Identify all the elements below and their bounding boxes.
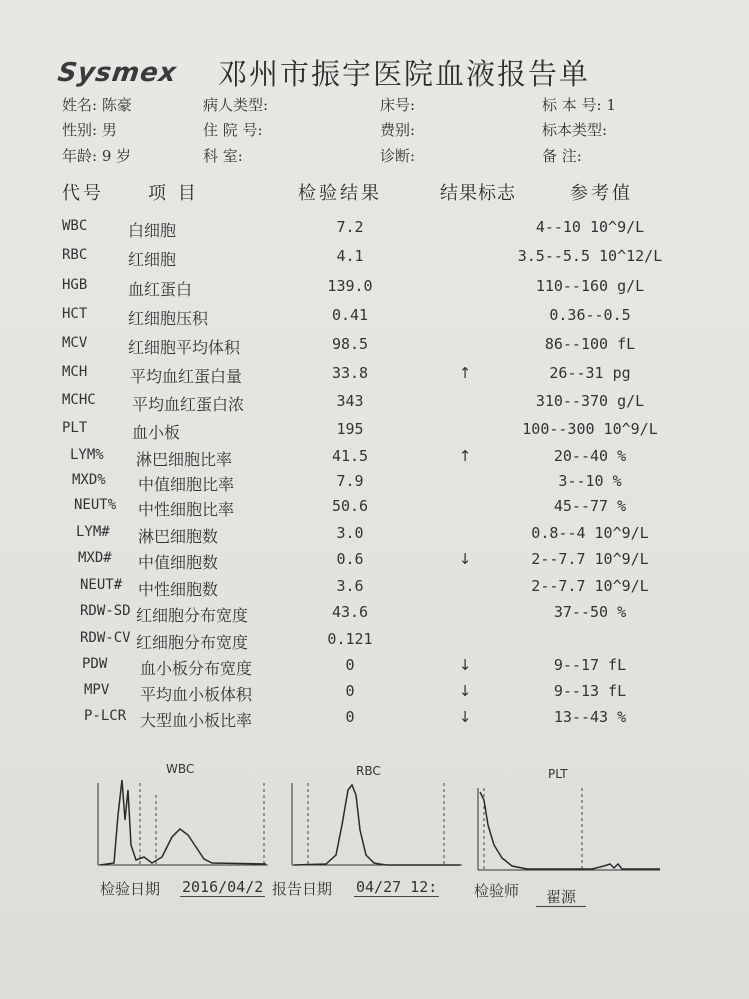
row-name: 白细胞 — [128, 221, 177, 240]
row-value: 0.6 — [336, 550, 364, 568]
row-name: 大型血小板比率 — [140, 711, 253, 730]
test-date-label: 检验日期 — [100, 880, 161, 898]
wbc-histogram — [92, 775, 272, 870]
patient-type-label: 病人类型: — [203, 96, 269, 114]
row-value: 0.121 — [327, 630, 373, 648]
row-code: MCH — [62, 364, 88, 380]
row-code: PLT — [62, 420, 88, 436]
column-flag: 结果标志 — [440, 183, 516, 204]
row-name: 中性细胞比率 — [138, 500, 235, 519]
table-row — [0, 420, 749, 446]
row-name: 血小板分布宽度 — [140, 659, 253, 678]
row-value: 0.41 — [331, 306, 369, 324]
sample-number: 标 本 号: 1 — [542, 96, 616, 114]
rbc-histogram — [286, 775, 466, 870]
row-name: 血小板 — [132, 423, 181, 442]
row-flag: ↓ — [458, 708, 472, 726]
column-item: 项 目 — [148, 183, 199, 204]
row-code: RBC — [62, 247, 88, 263]
column-reference: 参考值 — [570, 183, 633, 204]
plt-histogram — [472, 780, 664, 875]
column-result: 检验结果 — [298, 183, 382, 204]
row-value: 7.9 — [336, 472, 364, 490]
row-name: 中性细胞数 — [138, 580, 219, 599]
row-reference: 9--17 fL — [553, 656, 627, 674]
row-value: 4.1 — [336, 247, 364, 265]
report-title: 邓州市振宇医院血液报告单 — [218, 57, 591, 91]
row-name: 中值细胞比率 — [138, 475, 235, 494]
row-code: NEUT% — [74, 497, 117, 513]
table-row — [0, 577, 749, 603]
table-row — [0, 247, 749, 273]
row-value: 43.6 — [331, 603, 369, 621]
row-name: 平均血小板体积 — [140, 685, 253, 704]
row-flag: ↓ — [458, 656, 472, 674]
row-code: LYM# — [76, 524, 110, 540]
test-date-value: 2016/04/2 — [182, 878, 264, 896]
row-value: 50.6 — [331, 497, 369, 515]
row-reference: 45--77 % — [553, 497, 627, 515]
row-name: 中值细胞数 — [138, 553, 219, 572]
row-reference: 100--300 10^9/L — [522, 420, 658, 438]
row-reference: 13--43 % — [553, 708, 627, 726]
patient-age: 年龄: 9 岁 — [62, 147, 132, 165]
remark-label: 备 注: — [542, 147, 582, 165]
row-value: 98.5 — [331, 335, 369, 353]
row-reference: 20--40 % — [553, 447, 627, 465]
row-name: 平均血红蛋白量 — [130, 367, 243, 386]
row-reference: 2--7.7 10^9/L — [531, 550, 649, 568]
row-code: HGB — [62, 277, 88, 293]
table-row — [0, 630, 749, 656]
rbc-histogram-label: RBC — [356, 764, 381, 778]
row-value: 0 — [345, 682, 355, 700]
row-code: NEUT# — [80, 577, 123, 593]
row-reference: 310--370 g/L — [535, 392, 645, 410]
row-code: MPV — [84, 682, 110, 698]
table-row — [0, 550, 749, 576]
fee-type-label: 费别: — [380, 121, 416, 139]
row-flag: ↑ — [458, 447, 472, 465]
diagnosis-label: 诊断: — [380, 147, 416, 165]
report-date-value: 04/27 12: — [356, 878, 438, 896]
row-flag: ↑ — [458, 364, 472, 382]
inpatient-number-label: 住 院 号: — [203, 121, 263, 139]
table-row — [0, 364, 749, 390]
sample-type-label: 标本类型: — [542, 121, 608, 139]
table-row — [0, 603, 749, 629]
sysmex-logo: Sysmex — [55, 58, 179, 88]
table-row — [0, 472, 749, 498]
row-code: RDW-SD — [80, 603, 131, 619]
table-row — [0, 335, 749, 361]
row-code: PDW — [82, 656, 108, 672]
row-name: 淋巴细胞比率 — [136, 450, 233, 469]
row-reference: 0.36--0.5 — [549, 306, 631, 324]
row-code: P-LCR — [84, 708, 127, 724]
row-value: 139.0 — [327, 277, 373, 295]
row-reference: 3--10 % — [558, 472, 622, 490]
row-code: HCT — [62, 306, 88, 322]
row-name: 红细胞 — [128, 250, 177, 269]
row-flag: ↓ — [458, 682, 472, 700]
tester-label: 检验师 — [474, 882, 520, 900]
report-date — [354, 878, 439, 896]
row-value: 0 — [345, 708, 355, 726]
table-row — [0, 682, 749, 708]
table-row — [0, 524, 749, 550]
row-reference: 4--10 10^9/L — [535, 218, 645, 236]
tester — [536, 886, 586, 907]
row-reference: 3.5--5.5 10^12/L — [517, 247, 663, 265]
row-code: WBC — [62, 218, 88, 234]
row-reference: 86--100 fL — [544, 335, 636, 353]
row-name: 红细胞分布宽度 — [136, 633, 249, 652]
test-date — [180, 878, 265, 896]
table-row — [0, 656, 749, 682]
row-reference: 110--160 g/L — [535, 277, 645, 295]
row-name: 血红蛋白 — [128, 280, 193, 299]
row-value: 33.8 — [331, 364, 369, 382]
row-value: 3.6 — [336, 577, 364, 595]
row-flag: ↓ — [458, 550, 472, 568]
row-name: 红细胞分布宽度 — [136, 606, 249, 625]
tester-name: 翟源 — [536, 888, 586, 907]
table-row — [0, 392, 749, 418]
table-row — [0, 277, 749, 303]
row-value: 195 — [336, 420, 364, 438]
row-value: 0 — [345, 656, 355, 674]
table-row — [0, 708, 749, 734]
row-value: 7.2 — [336, 218, 364, 236]
row-code: RDW-CV — [80, 630, 131, 646]
row-code: MCHC — [62, 392, 96, 408]
patient-name: 姓名: 陈豪 — [62, 96, 132, 114]
row-reference: 2--7.7 10^9/L — [531, 577, 649, 595]
row-value: 3.0 — [336, 524, 364, 542]
bed-label: 床号: — [380, 96, 416, 114]
row-code: MCV — [62, 335, 88, 351]
row-value: 41.5 — [331, 447, 369, 465]
plt-histogram-label: PLT — [548, 767, 568, 781]
row-name: 淋巴细胞数 — [138, 527, 219, 546]
department-label: 科 室: — [203, 147, 243, 165]
row-reference: 9--13 fL — [553, 682, 627, 700]
table-row — [0, 497, 749, 523]
table-row — [0, 306, 749, 332]
row-name: 红细胞平均体积 — [128, 338, 241, 357]
row-reference: 26--31 pg — [549, 364, 631, 382]
row-name: 平均血红蛋白浓 — [132, 395, 245, 414]
wbc-histogram-label: WBC — [166, 762, 195, 776]
row-code: LYM% — [70, 447, 104, 463]
row-value: 343 — [336, 392, 364, 410]
row-name: 红细胞压积 — [128, 309, 209, 328]
row-code: MXD% — [72, 472, 106, 488]
row-code: MXD# — [78, 550, 112, 566]
patient-sex: 性别: 男 — [62, 121, 117, 139]
row-reference: 37--50 % — [553, 603, 627, 621]
row-reference: 0.8--4 10^9/L — [531, 524, 649, 542]
report-date-label: 报告日期 — [272, 880, 333, 898]
table-row — [0, 447, 749, 473]
column-code: 代号 — [62, 183, 104, 204]
table-row — [0, 218, 749, 244]
